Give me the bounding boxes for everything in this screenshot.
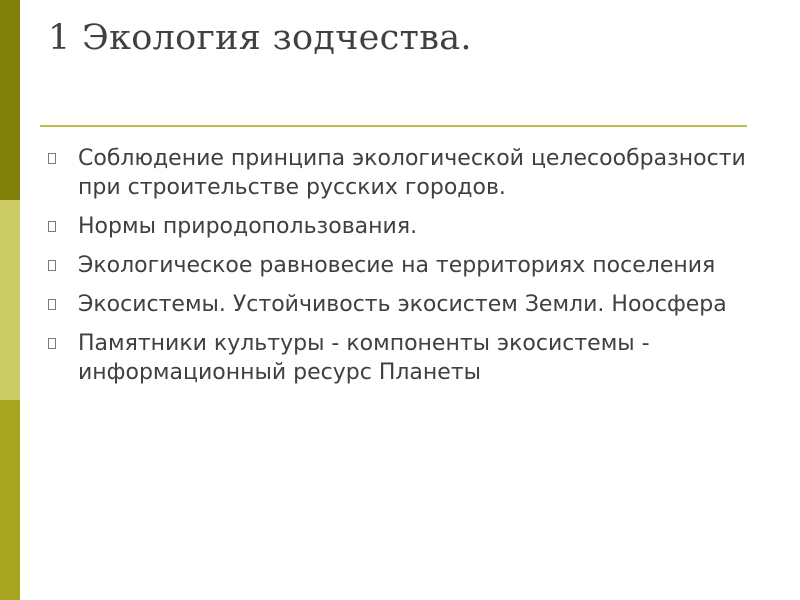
side-bar-bottom-segment xyxy=(0,400,20,600)
bullet-item xyxy=(48,212,758,241)
bullet-text: Соблюдение принципа экологической целесообразности при строительстве русских городов. xyxy=(78,146,746,200)
side-bar-middle-segment xyxy=(0,200,20,400)
bullet-text: Памятники культуры - компоненты экосистемы - информационный ресурс Планеты xyxy=(78,331,650,385)
bullet-text: Экосистемы. Устойчивость экосистем Земли. Ноосфера xyxy=(78,292,727,317)
bullet-text: Нормы природопользования. xyxy=(78,214,418,239)
side-decorative-bar xyxy=(0,0,20,600)
square-bullet-icon xyxy=(48,299,56,310)
square-bullet-icon xyxy=(48,153,56,164)
bullet-item xyxy=(48,144,758,202)
bullet-item xyxy=(48,251,758,280)
bullet-list xyxy=(48,144,758,397)
title-divider xyxy=(40,125,747,127)
square-bullet-icon xyxy=(48,221,56,232)
bullet-item xyxy=(48,329,758,387)
side-bar-top-segment xyxy=(0,0,20,200)
bullet-item xyxy=(48,290,758,319)
bullet-text: Экологическое равновесие на территориях поселения xyxy=(78,253,716,278)
square-bullet-icon xyxy=(48,260,56,271)
slide-title: 1 Экология зодчества. xyxy=(48,18,472,58)
square-bullet-icon xyxy=(48,338,56,349)
